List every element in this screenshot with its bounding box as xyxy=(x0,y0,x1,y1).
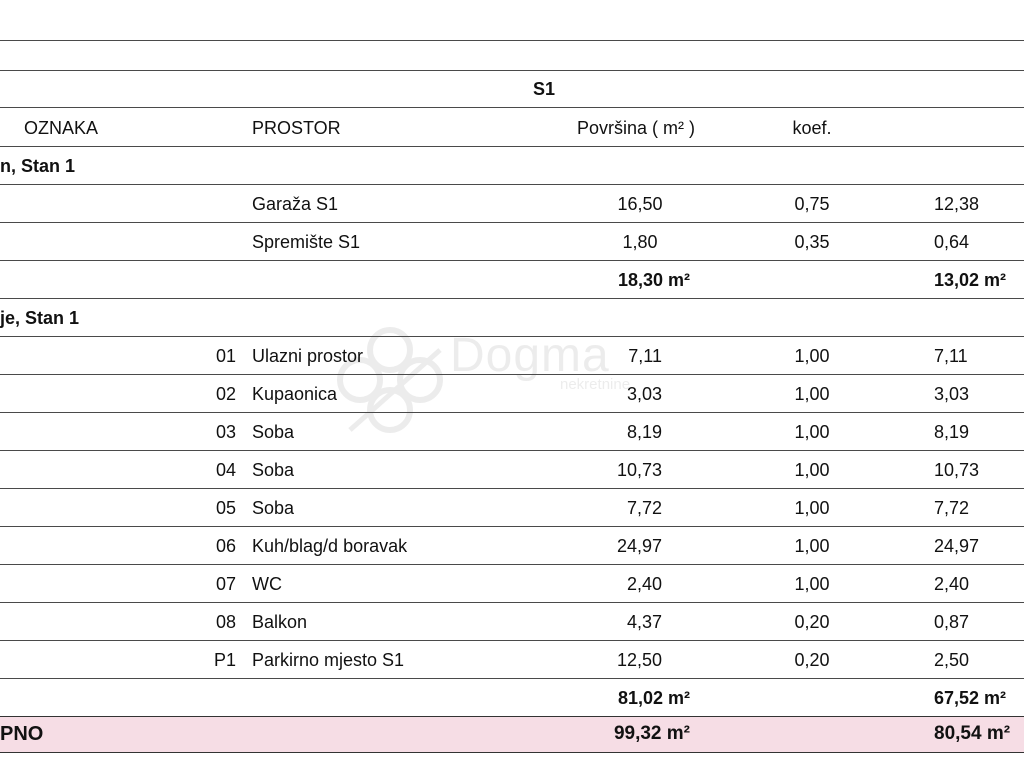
subtotal-area: 18,30 m² xyxy=(617,270,690,290)
room-code: 01 xyxy=(215,346,236,366)
room-area: 10,73 xyxy=(616,460,662,480)
room-koef: 0,75 xyxy=(794,194,830,214)
room-name: WC xyxy=(252,574,282,594)
room-name: Parkirno mjesto S1 xyxy=(252,650,405,670)
table-rule xyxy=(0,412,1024,413)
table-rule xyxy=(0,450,1024,451)
room-area: 8,19 xyxy=(626,422,662,442)
table-rule xyxy=(0,40,1024,41)
room-name: Soba xyxy=(252,422,295,442)
room-koef: 1,00 xyxy=(794,346,830,366)
column-header-koef: koef. xyxy=(792,118,832,138)
group-title: n, Stan 1 xyxy=(0,156,76,176)
table-rule xyxy=(0,70,1024,71)
room-net-area: 2,50 xyxy=(934,650,970,670)
table-rule xyxy=(0,602,1024,603)
room-name: Soba xyxy=(252,460,295,480)
room-code: 08 xyxy=(215,612,236,632)
column-header-prostor: PROSTOR xyxy=(252,118,341,138)
subtotal-net-area: 13,02 m² xyxy=(934,270,1007,290)
room-area: 12,50 xyxy=(616,650,662,670)
room-koef: 1,00 xyxy=(794,574,830,594)
room-net-area: 12,38 xyxy=(934,194,980,214)
room-net-area: 0,64 xyxy=(934,232,970,252)
flower-logo-icon xyxy=(330,310,450,450)
watermark-text: Dogma xyxy=(450,329,610,382)
section-title: S1 xyxy=(532,79,556,99)
room-koef: 1,00 xyxy=(794,422,830,442)
table-rule xyxy=(0,640,1024,641)
room-net-area: 0,87 xyxy=(934,612,970,632)
room-net-area: 3,03 xyxy=(934,384,970,404)
table-rule xyxy=(0,716,1024,717)
room-name: Spremište S1 xyxy=(252,232,361,252)
table-rule xyxy=(0,222,1024,223)
room-area: 4,37 xyxy=(626,612,662,632)
table-rule xyxy=(0,374,1024,375)
total-row-background xyxy=(0,716,1024,752)
table-rule xyxy=(0,752,1024,753)
room-koef: 0,20 xyxy=(794,612,830,632)
room-code: 05 xyxy=(215,498,236,518)
room-area: 3,03 xyxy=(626,384,662,404)
table-rule xyxy=(0,298,1024,299)
room-code: 02 xyxy=(215,384,236,404)
group-title: je, Stan 1 xyxy=(0,308,80,328)
room-name: Garaža S1 xyxy=(252,194,339,214)
room-koef: 1,00 xyxy=(794,460,830,480)
room-name: Balkon xyxy=(252,612,308,632)
watermark-subtext: nekretnine xyxy=(560,376,631,393)
table-rule xyxy=(0,146,1024,147)
room-koef: 1,00 xyxy=(794,536,830,556)
room-net-area: 7,11 xyxy=(934,346,968,366)
room-net-area: 2,40 xyxy=(934,574,970,594)
room-koef: 1,00 xyxy=(794,498,830,518)
table-rule xyxy=(0,260,1024,261)
table-rule xyxy=(0,564,1024,565)
table-rule xyxy=(0,678,1024,679)
room-name: Kupaonica xyxy=(252,384,338,404)
room-net-area: 7,72 xyxy=(934,498,970,518)
subtotal-net-area: 67,52 m² xyxy=(934,688,1007,708)
room-net-area: 8,19 xyxy=(934,422,970,442)
total-area: 99,32 m² xyxy=(613,723,690,744)
room-code: 03 xyxy=(215,422,236,442)
column-header-oznaka: OZNAKA xyxy=(24,118,99,138)
room-code: 06 xyxy=(215,536,236,556)
room-code: P1 xyxy=(213,650,236,670)
table-rule xyxy=(0,107,1024,108)
room-net-area: 10,73 xyxy=(934,460,980,480)
room-koef: 0,20 xyxy=(794,650,830,670)
room-area: 16,50 xyxy=(617,194,663,214)
room-area: 24,97 xyxy=(616,536,662,556)
room-koef: 0,35 xyxy=(794,232,830,252)
room-koef: 1,00 xyxy=(794,384,830,404)
room-area: 2,40 xyxy=(626,574,662,594)
table-rule xyxy=(0,488,1024,489)
room-name: Soba xyxy=(252,498,295,518)
table-rule xyxy=(0,184,1024,185)
room-code: 07 xyxy=(215,574,236,594)
room-area: 7,72 xyxy=(626,498,662,518)
room-area: 7,11 xyxy=(628,346,662,366)
room-code: 04 xyxy=(215,460,236,480)
table-rule xyxy=(0,336,1024,337)
table-rule xyxy=(0,526,1024,527)
total-net-area: 80,54 m² xyxy=(934,723,1011,744)
total-label: PNO xyxy=(0,723,44,745)
subtotal-area: 81,02 m² xyxy=(617,688,690,708)
room-area: 1,80 xyxy=(622,232,658,252)
column-header-povrsina: Površina ( m² ) xyxy=(576,118,695,138)
room-net-area: 24,97 xyxy=(934,536,980,556)
room-name: Kuh/blag/d boravak xyxy=(252,536,408,556)
room-name: Ulazni prostor xyxy=(252,346,364,366)
